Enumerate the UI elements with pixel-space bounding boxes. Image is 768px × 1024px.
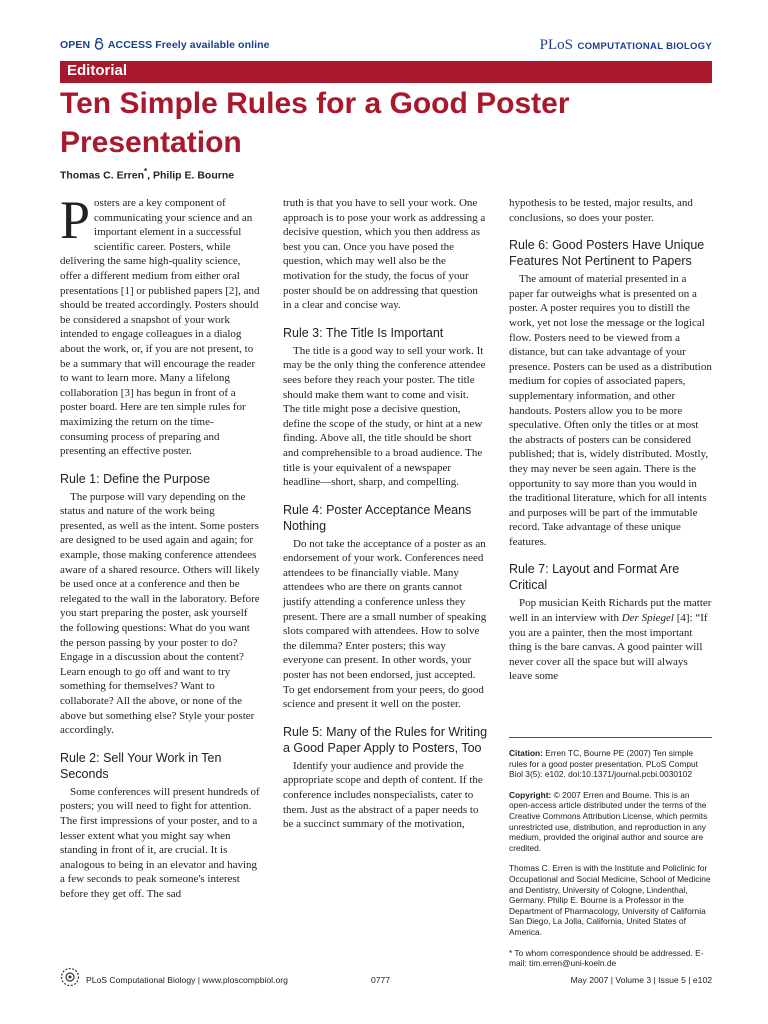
footer-issue: May 2007 | Volume 3 | Issue 5 | e102 xyxy=(570,975,712,985)
rule-3-heading: Rule 3: The Title Is Important xyxy=(283,325,444,340)
rule-2-continuation: truth is that you have to sell your work. One approach is to pose your work as addressing a decisive question, which you then address as best you can. Once you have posed the question, which may well also be the motivation for the study, the focus of your poster should be on addressing that question in a clear and concise way. xyxy=(283,197,486,312)
rule-2-text: Some conferences will present hundreds of posters; you will need to fight for attention. The first impressions of your poster, and to a lesser extent what you might say when standing in front of it, are crucial. It is analogous to being in an elevator and having a few seconds to peak someone's interest before they get off. The sad xyxy=(60,785,260,900)
affiliation: Thomas C. Erren is with the Institute and Policlinic for Occupational and Social Medicine, School of Medicine and Dentistry, University of Cologne, Lindenthal, Germany. Philip E. Bourne is a Professor in the Department of Pharmacology, University of California San Diego, La Jolla, California, United States of America. xyxy=(509,863,711,937)
copyright-text: © 2007 Erren and Bourne. This is an open-access article distributed under the terms of the Creative Commons Attribution License, which permits unrestricted use, distribution, and reproduction in any medium, provided the original author and source are credited. xyxy=(509,789,708,853)
rule-5-continuation: hypothesis to be tested, major results, and conclusions, so does your poster. xyxy=(509,197,693,224)
plos-brand: PLoS xyxy=(539,37,573,53)
rule-2-heading: Rule 2: Sell Your Work in Ten Seconds xyxy=(60,750,222,781)
section-banner xyxy=(60,61,712,83)
citation xyxy=(509,748,712,780)
first-author: Thomas C. Erren xyxy=(60,169,145,182)
rule-4-text: Do not take the acceptance of a poster as an endorsement of your work. Conferences need attendees to be financially viable. Many attendees who are there on grants cannot justify attending a conference unless they present. There are a small number of speaking slots compared with attendees. How to solve the dilemma? Enter posters; this way everyone can present. In other words, your poster has not been endorsed, just accepted. To get endorsement from your peers, do good science and present it well on the poster. xyxy=(283,537,487,711)
article-title: Ten Simple Rules for a Good Poster Presentation xyxy=(60,87,570,159)
rule-6-heading: Rule 6: Good Posters Have Unique Features Not Pertinent to Papers xyxy=(509,238,705,269)
rule-7-text xyxy=(509,596,712,684)
column-1 xyxy=(60,190,260,902)
citation-block xyxy=(509,737,712,979)
journal-logo xyxy=(540,36,712,54)
corresponding-mark: * xyxy=(144,167,148,176)
rule-7-heading: Rule 7: Layout and Format Are Critical xyxy=(509,562,680,593)
rule-5-heading: Rule 5: Many of the Rules for Writing a Good Paper Apply to Posters, Too xyxy=(283,724,488,755)
citation-text: Erren TC, Bourne PE (2007) Ten simple rules for a good poster presentation. PLoS Comput Biol 3(5): e102. doi:10.1371/journal.pcbi.0030102 xyxy=(509,748,699,780)
rule-1-text: The purpose will vary depending on the status and nature of the work being presented, as well as the intent. Some posters are designed to be used again and again; for example, those making conference attendees aware of a shared resource. Others will likely be used once at a conference and then be relegated to the wall in the laboratory. Before you start preparing the poster, ask yourself the following questions: What do you want the person passing by your poster to do? Engage in a discussion about the content? Learn enough to go off and want to try something for themselves? Want to collaborate? All the above, or none of the above but something else? Style your poster accordingly. xyxy=(60,490,260,737)
open-lock-icon xyxy=(94,38,104,50)
rule-7-italic: Der Spiegel xyxy=(621,612,674,625)
open-access-prefix: OPEN xyxy=(60,39,91,51)
plos-logo-icon xyxy=(60,967,80,987)
intro-text: osters are a key component of communicating your science and an important element in a successful scientific career. Posters, while delivering the same high-quality science, offer a different medium from either oral presentations [1] or published papers [2], and should be treated accordingly. Posters should be considered a snapshot of your work intended to engage colleagues in a dialog about the work, or, if you are not present, to be a summary that will encourage the reader to want to learn more. Many a lifelong collaboration [3] has begun in front of a poster board. Here are ten simple rules for maximizing the return on the time-consuming process of preparing and presenting an effective poster. xyxy=(60,197,260,458)
open-access-suffix: ACCESS Freely available online xyxy=(107,39,270,51)
correspondence: * To whom correspondence should be addressed. E-mail: tim.erren@uni-koeln.de xyxy=(509,947,704,969)
footer-journal: PLoS Computational Biology | www.ploscompbiol.org xyxy=(86,975,288,985)
copyright xyxy=(509,790,712,854)
page-number: 0777 xyxy=(371,975,391,985)
rule-3-text: The title is a good way to sell your work. It may be the only thing the conference attendee sees before they reach your poster. The title should make them want to come and visit. The title might pose a decisive question, define the scope of the study, or hint at a new finding. Above all, the title should be short and comprehensible to a broad audience. The title is your equivalent of a newspaper headline—short, sharp, and compelling. xyxy=(283,344,486,489)
citation-divider xyxy=(509,737,712,738)
rule-7-text-a: Pop musician Keith Richards put the matter well in an interview with xyxy=(509,597,712,625)
copyright-label: Copyright: xyxy=(509,789,552,800)
other-authors: , Philip E. Bourne xyxy=(147,169,235,182)
rule-4-heading: Rule 4: Poster Acceptance Means Nothing xyxy=(283,502,472,533)
author-line xyxy=(60,167,234,182)
page-footer xyxy=(60,965,712,995)
drop-cap: P xyxy=(60,190,91,250)
rule-7-text-b: [4]: “If you are a painter, then the most important thing is the bare canvas. A good painter will never cover all the space but will always leave some xyxy=(509,612,708,683)
column-2 xyxy=(283,196,488,832)
journal-name: COMPUTATIONAL BIOLOGY xyxy=(577,41,712,52)
rule-1-heading: Rule 1: Define the Purpose xyxy=(60,471,211,486)
rule-5-text: Identify your audience and provide the appropriate scope and depth of content. If the conference includes nonspecialists, cater to them. Just as the abstract of a paper needs to be a succinct summary of the motivation, xyxy=(283,759,483,831)
section-label: Editorial xyxy=(67,62,128,79)
citation-label: Citation: xyxy=(509,748,543,758)
journal-header xyxy=(60,36,712,58)
column-3 xyxy=(509,196,712,684)
rule-6-text: The amount of material presented in a paper far outweighs what is presented on a poster. A poster requires you to distill the work, yet not lose the message or the logical flow. Posters need to be viewed from a distance, but can take advantage of your presence. Posters can be used as a distribution medium for copies of associated papers, supplementary information, and other handouts. Posters allow you to be more speculative. Often only the titles or at most the abstracts of posters can be considered published; that is, widely distributed. Mostly, they may never be seen again. There is the opportunity to say more than you would in the traditional literature, which for all intents and purposes will be part of the immutable record. Take advantage of these unique features. xyxy=(509,273,712,548)
intro-paragraph xyxy=(60,190,260,459)
open-access-badge xyxy=(60,38,270,51)
